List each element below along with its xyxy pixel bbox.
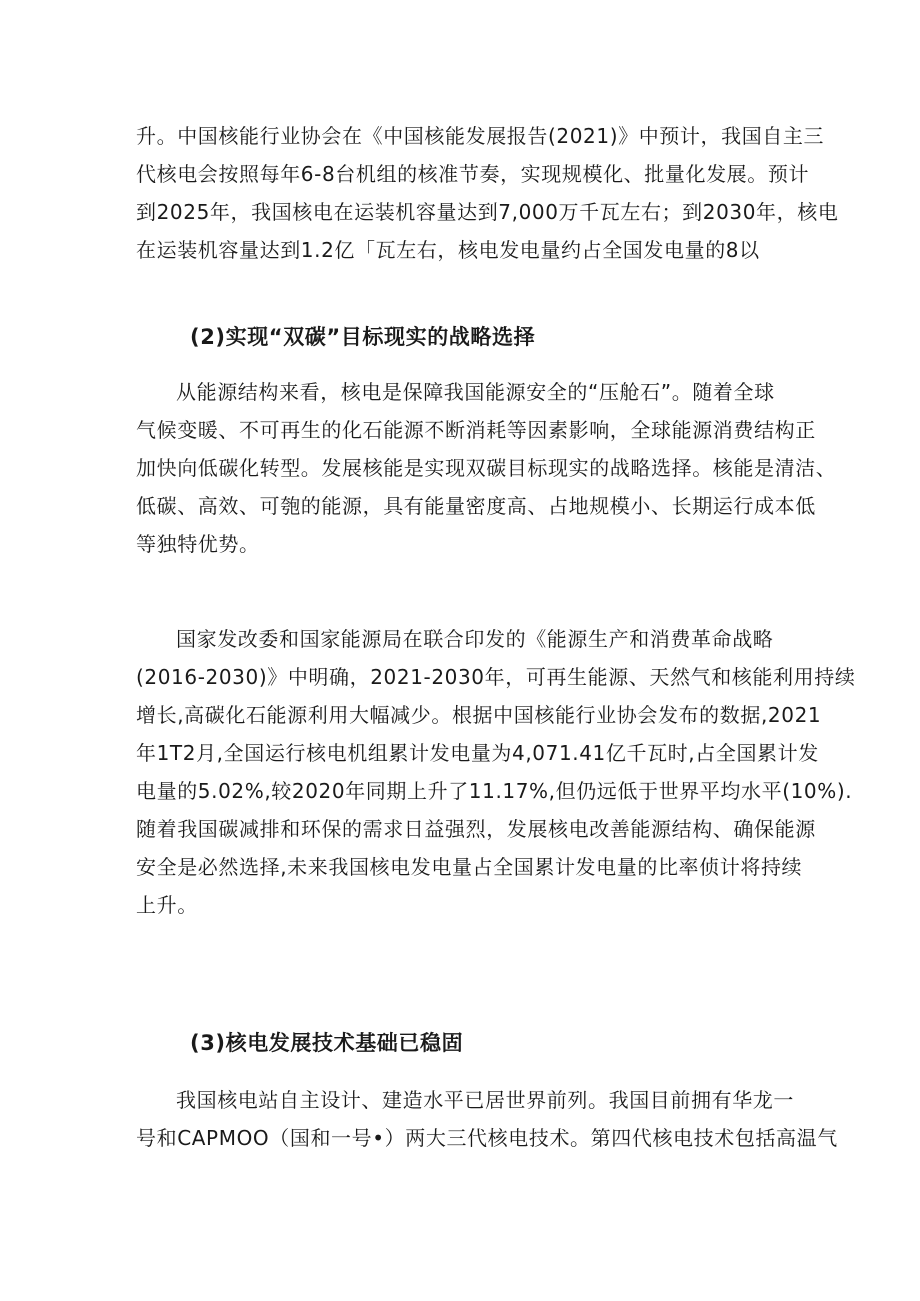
- text-line: 安全是必然选择,未来我国核电发电量占全国累计发电量的比率侦计将持续: [136, 855, 803, 879]
- text-line: 加快向低碳化转型。发展核能是实现双碳目标现实的战略选择。核能是清洁、: [136, 456, 837, 480]
- paragraph-nuclear-forecast: [136, 117, 839, 269]
- text-line: 随着我国碳减排和环保的需求日益强烈，发展核电改善能源结构、确保能源: [136, 817, 816, 841]
- text-line: 我国核电站自主设计、建造水平已居世界前列。我国目前拥有华龙一: [176, 1088, 794, 1112]
- text-line: 号和CAPMOO（国和一号•）两大三代核电技术。第四代核电技术包括高温气: [136, 1126, 838, 1150]
- text-line: 气候变暖、不可再生的化石能源不断消耗等因素影响，全球能源消费结构正: [136, 418, 816, 442]
- section-heading-dual-carbon: (2)实现“双碳”目标现实的战略选择: [190, 325, 536, 349]
- text-line: 代核电会按照每年6-8台机组的核准节奏，实现规模化、批量化发展。预计: [136, 162, 810, 186]
- text-line: 国家发改委和国家能源局在联合印发的《能源生产和消费革命战略: [176, 627, 774, 651]
- text-line: 增长,高碳化石能源利用大幅减少。根据中国核能行业协会发布的数据,2021: [136, 703, 822, 727]
- text-line: (2016-2030)》中明确，2021-2030年，可再生能源、天然气和核能利用持续: [136, 665, 856, 689]
- text-line: 上升。: [136, 893, 198, 917]
- text-line: 电量的5.02%,较2020年同期上升了11.17%,但仍远低于世界平均水平(10%).: [136, 779, 853, 803]
- text-line: 年1T2月,全国运行核电机组累计发电量为4,071.41亿千瓦时,占全国累计发: [136, 741, 819, 765]
- text-line: 低碳、高效、可匏的能源，具有能量密度高、占地规模小、长期运行成本低: [136, 494, 816, 518]
- text-line: 等独特优势。: [136, 532, 260, 556]
- text-line: 升。中国核能行业协会在《中国核能发展报告(2021)》中预计，我国自主三: [136, 124, 825, 148]
- paragraph-energy-structure: [136, 373, 837, 563]
- paragraph-reactor-technology: [136, 1081, 838, 1157]
- paragraph-energy-policy: [136, 620, 856, 924]
- text-line: 在运装机容量达到1.2亿「瓦左右，核电发电量约占全国发电量的8以: [136, 238, 760, 262]
- text-line: 从能源结构来看，核电是保障我国能源安全的“压舱石”。随着全球: [176, 380, 775, 404]
- section-heading-technology-foundation: (3)核电发展技术基础已稳固: [190, 1031, 464, 1055]
- text-line: 到2025年，我国核电在运装机容量达到7,000万千瓦左右；到2030年，核电: [136, 200, 839, 224]
